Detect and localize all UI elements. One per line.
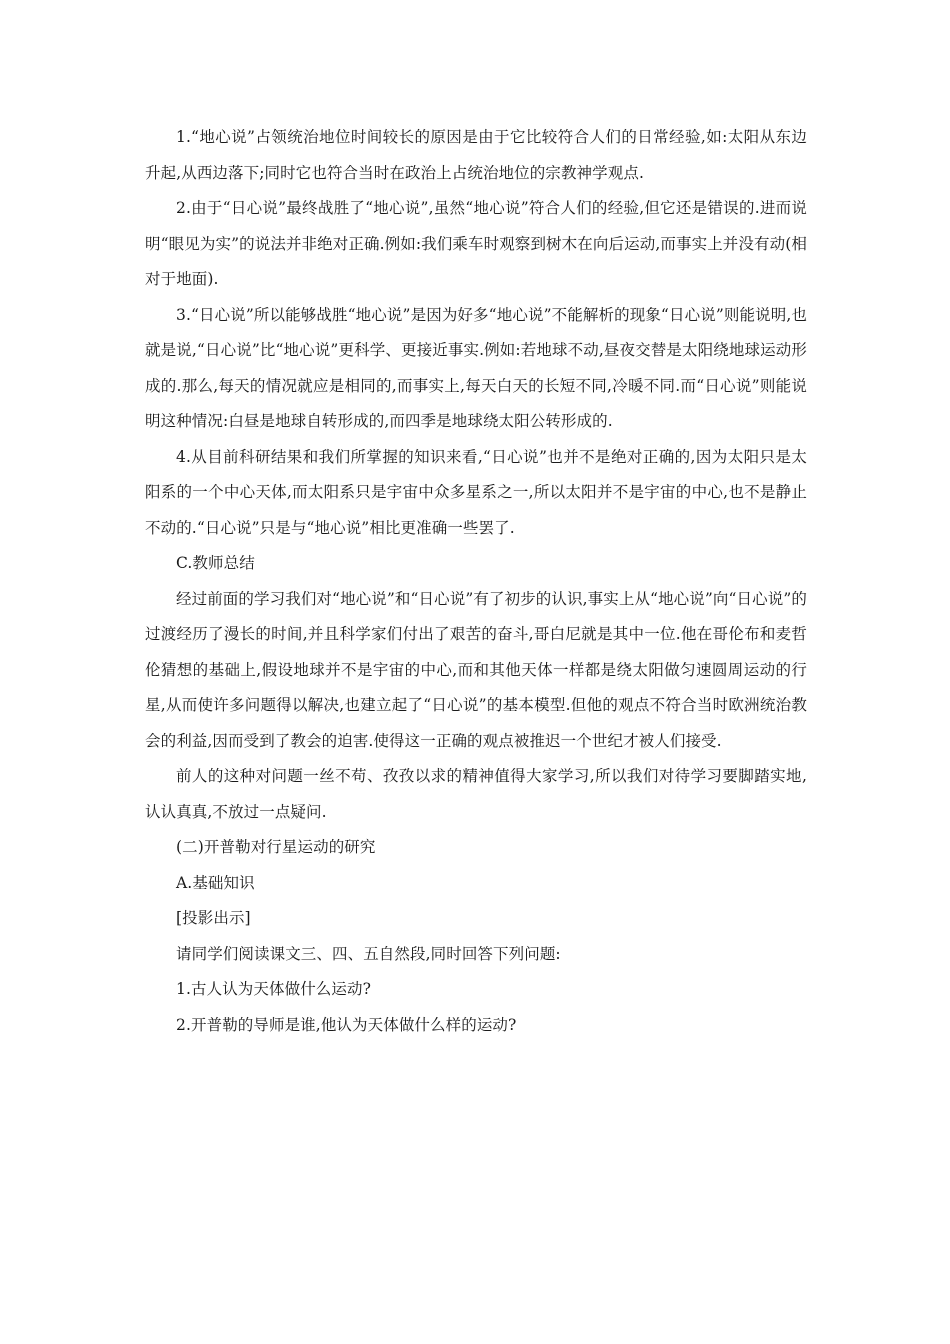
paragraph-heliocentric-wins: 3.“日心说”所以能够战胜“地心说”是因为好多“地心说”不能解析的现象“日心说”则能说明,也就是说,“日心说”比“地心说”更科学、更接近事实.例如:若地球不动,昼夜交替是太阳绕地球运动形成的.那么,每天的情况就应是相同的,而事实上,每天白天的长短不同,冷暖不同.而“日心说”则能说明这种情况:白昼是地球自转形成的,而四季是地球绕太阳公转形成的. bbox=[145, 305, 807, 430]
document-body bbox=[145, 120, 807, 1043]
paragraph-learning-spirit: 前人的这种对问题一丝不苟、孜孜以求的精神值得大家学习,所以我们对待学习要脚踏实地,认认真真,不放过一点疑问. bbox=[145, 767, 807, 821]
paragraph-heliocentric-limits: 4.从目前科研结果和我们所掌握的知识来看,“日心说”也并不是绝对正确的,因为太阳只是太阳系的一个中心天体,而太阳系只是宇宙中众多星系之一,所以太阳并不是宇宙的中心,也不是静止不动的.“日心说”只是与“地心说”相比更准确一些罢了. bbox=[145, 447, 807, 537]
question-2: 2.开普勒的导师是谁,他认为天体做什么样的运动? bbox=[176, 1015, 517, 1034]
paragraph-geocentric-reason: 1.“地心说”占领统治地位时间较长的原因是由于它比较符合人们的日常经验,如:太阳从东边升起,从西边落下;同时它也符合当时在政治上占统治地位的宗教神学观点. bbox=[145, 128, 807, 182]
paragraph-seeing-not-believing: 2.由于“日心说”最终战胜了“地心说”,虽然“地心说”符合人们的经验,但它还是错误的.进而说明“眼见为实”的说法并非绝对正确.例如:我们乘车时观察到树木在向后运动,而事实上并没有动(相对于地面). bbox=[145, 199, 807, 288]
section-heading-basic-knowledge: A.基础知识 bbox=[176, 873, 255, 892]
reading-instruction: 请同学们阅读课文三、四、五自然段,同时回答下列问题: bbox=[176, 944, 561, 963]
paragraph-copernicus: 经过前面的学习我们对“地心说”和“日心说”有了初步的认识,事实上从“地心说”向“日心说”的过渡经历了漫长的时间,并且科学家们付出了艰苦的奋斗,哥白尼就是其中一位.他在哥伦布和麦哲伦猜想的基础上,假设地球并不是宇宙的中心,而和其他天体一样都是绕太阳做匀速圆周运动的行星,从而使许多问题得以解决,也建立起了“日心说”的基本模型.但他的观点不符合当时欧洲统治教会的利益,因而受到了教会的迫害.使得这一正确的观点被推迟一个世纪才被人们接受. bbox=[145, 589, 807, 750]
question-1: 1.古人认为天体做什么运动? bbox=[176, 980, 371, 998]
projection-note: [投影出示] bbox=[176, 909, 251, 927]
section-heading-kepler: (二)开普勒对行星运动的研究 bbox=[176, 838, 376, 856]
section-heading-teacher-summary: C.教师总结 bbox=[176, 554, 255, 572]
